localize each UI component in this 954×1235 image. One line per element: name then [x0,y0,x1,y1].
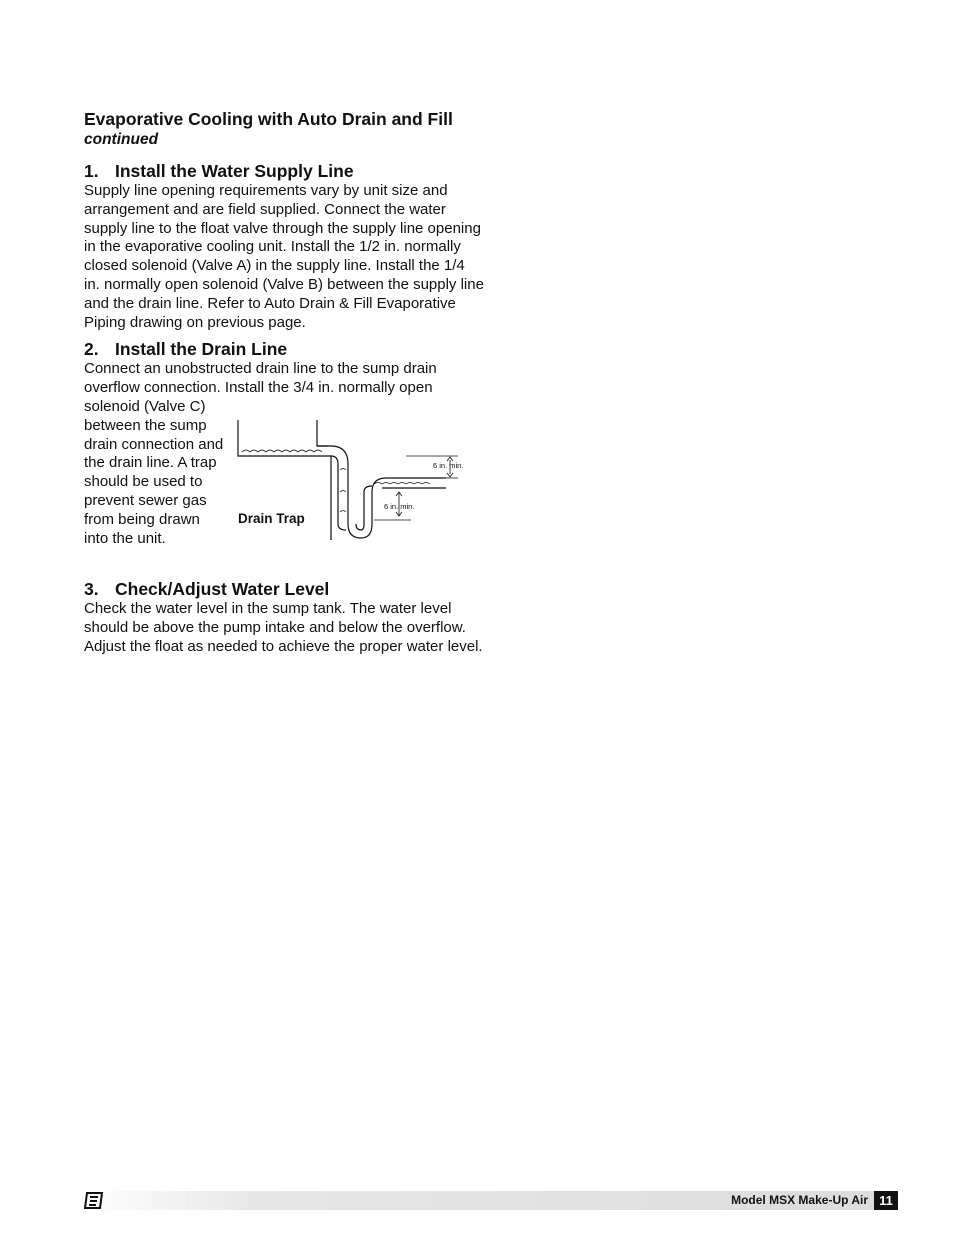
step-1-heading [84,160,484,182]
footer-bar [84,1191,898,1210]
section-title: Evaporative Cooling with Auto Drain and Fill [84,109,453,129]
brand-logo-icon [84,1192,104,1209]
step-2-body-narrow: solenoid (Valve C) between the sump drain connection and the drain line. A trap should be used to prevent sewer gas from being drawn into the unit. [84,397,224,547]
dim-upper-label: 6 in. min. [433,460,464,470]
step-2-heading [84,338,484,360]
trap-outer-pipe [317,446,446,538]
drain-trap-label: Drain Trap [238,510,305,526]
step-3-title: Check/Adjust Water Level [115,578,330,599]
page-number: 11 [874,1191,898,1210]
tank-water-waves [242,450,322,452]
step-1-body: Supply line opening requirements vary by unit size and arrangement and are field supplied. Connect the water supply line to the float valve through the supply line opening in the evaporative cooling unit. Install the 1/2 in. normally closed solenoid (Valve A) in the supply line. Install the 1/4 in. normally open solenoid (Valve B) between the supply line and the drain line. Refer to Auto Drain & Fill Evaporative Piping drawing on previous page. [84,182,484,331]
step-2-number: 2. [84,339,99,360]
step-1-number: 1. [84,161,99,181]
step-2-title: Install the Drain Line [115,339,288,360]
step-3-number: 3. [84,578,99,599]
content-column [84,108,484,662]
trap-inner-pipe [331,456,346,530]
section-subtitle: continued [84,131,159,148]
step-1-title: Install the Water Supply Line [115,161,354,181]
step-2-body-wide: Connect an unobstructed drain line to the sump drain overflow connection. Install the 3/4 in. normally open [84,360,437,397]
dim-lower-label: 6 in. min. [384,501,415,511]
step-2-figure-block [84,398,484,574]
footer-model-name: Model MSX Make-Up Air [731,1193,868,1207]
tank-right-wall [317,420,328,446]
step-3-heading [84,578,484,600]
step-3-body: Check the water level in the sump tank. The water level should be above the pump intake and below the overflow. Adjust the float as needed to achieve the proper water level. [84,599,483,655]
